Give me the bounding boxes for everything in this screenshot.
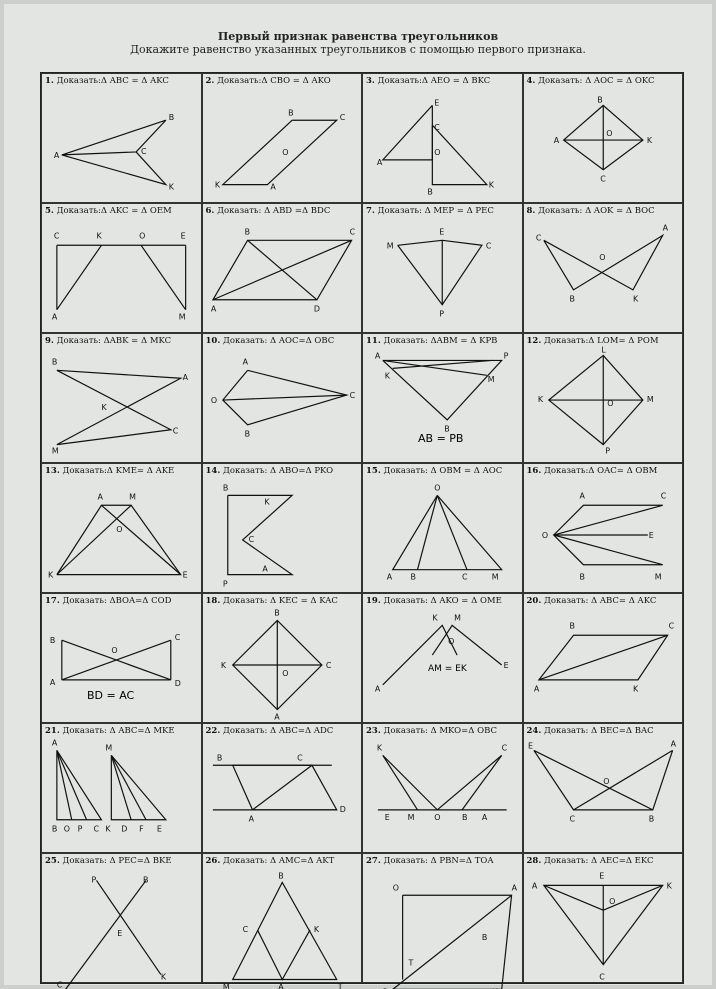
problem-text: Доказать: Δ MEP = Δ PEC bbox=[377, 206, 494, 216]
svg-text:K: K bbox=[101, 402, 107, 412]
svg-text:C: C bbox=[53, 231, 60, 241]
svg-text:C: C bbox=[485, 241, 492, 251]
note-am-ek: AM = EK bbox=[428, 664, 467, 674]
svg-text:K: K bbox=[384, 371, 390, 381]
svg-text:L: L bbox=[600, 345, 606, 355]
svg-text:K: K bbox=[646, 136, 652, 146]
svg-text:A: A bbox=[51, 312, 58, 322]
svg-text:K: K bbox=[537, 395, 543, 405]
svg-text:E: E bbox=[434, 98, 440, 108]
problem-grid bbox=[40, 72, 684, 989]
svg-text:M: M bbox=[454, 613, 461, 623]
svg-text:P: P bbox=[439, 309, 445, 319]
svg-text:D: D bbox=[174, 678, 181, 688]
svg-text:C: C bbox=[56, 980, 63, 989]
svg-text:C: C bbox=[349, 391, 355, 401]
problem-5 bbox=[41, 203, 202, 333]
problem-15 bbox=[362, 463, 523, 593]
problem-text: Доказать: ΔABM = Δ KPB bbox=[383, 336, 498, 346]
problem-text: Доказать: Δ MKO=Δ OBC bbox=[383, 726, 497, 736]
problem-13 bbox=[41, 463, 202, 593]
svg-text:K: K bbox=[47, 570, 54, 580]
problem-number: 25. bbox=[45, 856, 60, 866]
svg-text:B: B bbox=[444, 424, 450, 434]
svg-text:B: B bbox=[287, 108, 294, 118]
svg-text:C: C bbox=[668, 621, 674, 631]
svg-text:K: K bbox=[214, 180, 220, 190]
figure bbox=[524, 868, 683, 982]
svg-text:B: B bbox=[578, 572, 585, 582]
problem-21 bbox=[41, 723, 202, 853]
svg-text:M: M bbox=[129, 492, 137, 502]
problem-text: Доказать: Δ AOC=Δ OBC bbox=[223, 336, 335, 346]
problem-18 bbox=[202, 593, 363, 723]
problem-text: Доказать:Δ LOM= Δ POM bbox=[544, 336, 659, 346]
svg-text:C: C bbox=[349, 227, 355, 237]
svg-text:K: K bbox=[632, 294, 638, 304]
problem-3 bbox=[362, 73, 523, 203]
figure bbox=[203, 478, 362, 592]
svg-text:K: K bbox=[220, 660, 226, 670]
svg-text:O: O bbox=[434, 147, 441, 157]
svg-text:M: M bbox=[654, 572, 662, 582]
problem-number: 28. bbox=[526, 856, 542, 866]
figure bbox=[203, 348, 362, 462]
svg-text:C: C bbox=[599, 174, 606, 184]
svg-text:B: B bbox=[569, 294, 575, 304]
problem-28 bbox=[523, 853, 684, 983]
figure bbox=[42, 478, 201, 592]
problem-17 bbox=[41, 593, 202, 723]
svg-text:O: O bbox=[116, 525, 123, 535]
svg-text:P: P bbox=[91, 875, 97, 885]
svg-text:O: O bbox=[281, 668, 288, 678]
svg-text:A: A bbox=[374, 684, 381, 694]
figure bbox=[524, 608, 683, 722]
svg-text:C: C bbox=[434, 123, 440, 133]
problem-number: 12. bbox=[526, 336, 542, 346]
svg-text:F: F bbox=[139, 824, 144, 834]
problem-number: 3. bbox=[366, 76, 375, 86]
svg-text:B: B bbox=[51, 357, 58, 367]
figure bbox=[42, 868, 201, 989]
svg-text:M: M bbox=[407, 812, 415, 822]
problem-number: 4. bbox=[526, 76, 536, 86]
problem-text: Доказать: Δ KEC = Δ KAC bbox=[223, 596, 338, 606]
figure bbox=[524, 478, 683, 592]
problem-4 bbox=[523, 73, 684, 203]
svg-text:K: K bbox=[105, 824, 111, 834]
svg-text:C: C bbox=[325, 660, 331, 670]
svg-text:B: B bbox=[216, 753, 222, 763]
problem-12 bbox=[523, 333, 684, 463]
svg-text:K: K bbox=[376, 743, 383, 753]
svg-text:C: C bbox=[248, 534, 254, 544]
figure bbox=[203, 868, 362, 989]
svg-text:A: A bbox=[248, 814, 254, 824]
svg-text:P: P bbox=[77, 824, 83, 834]
svg-text:A: A bbox=[269, 182, 276, 192]
problem-number: 23. bbox=[366, 726, 381, 736]
problem-20 bbox=[523, 593, 684, 723]
problem-text: Доказать: Δ PEC=Δ BKE bbox=[62, 856, 172, 866]
svg-text:A: A bbox=[553, 136, 559, 146]
svg-text:C: C bbox=[339, 113, 345, 123]
svg-text:E: E bbox=[156, 824, 162, 834]
problem-text: Доказать: Δ ABC= Δ AKC bbox=[544, 596, 657, 606]
problem-number: 2. bbox=[205, 76, 215, 86]
svg-text:O: O bbox=[111, 646, 118, 656]
svg-text:A: A bbox=[670, 739, 676, 749]
svg-text:O: O bbox=[602, 777, 609, 787]
problem-26 bbox=[202, 853, 363, 989]
figure bbox=[203, 738, 362, 852]
svg-text:O: O bbox=[606, 398, 613, 408]
svg-text:M: M bbox=[178, 312, 186, 322]
problem-text: Доказать: Δ AOK = Δ BOC bbox=[538, 206, 655, 216]
problem-number: 20. bbox=[526, 596, 542, 606]
figure bbox=[203, 88, 362, 202]
svg-text:B: B bbox=[648, 814, 654, 824]
note-bd-ac: BD = AC bbox=[87, 689, 135, 702]
problem-number: 5. bbox=[45, 206, 54, 216]
page-title: Первый признак равенства треугольников bbox=[217, 30, 499, 43]
problem-14 bbox=[202, 463, 363, 593]
problem-text: Доказать: Δ ABC=Δ MKE bbox=[62, 726, 175, 736]
problem-24 bbox=[523, 723, 684, 853]
svg-text:A: A bbox=[662, 223, 668, 233]
figure bbox=[363, 868, 522, 982]
svg-text:C: C bbox=[462, 572, 468, 582]
figure bbox=[363, 478, 522, 592]
problem-text: Доказать: ΔABK = Δ MKC bbox=[56, 336, 172, 346]
problem-number: 18. bbox=[205, 596, 221, 606]
problem-text: Доказать:Δ AKC = Δ OEM bbox=[56, 206, 172, 216]
svg-text:C: C bbox=[501, 743, 508, 753]
problem-7 bbox=[362, 203, 523, 333]
svg-text:E: E bbox=[180, 231, 186, 241]
svg-text:D: D bbox=[121, 824, 128, 834]
figure bbox=[524, 345, 683, 462]
svg-text:A: A bbox=[531, 881, 537, 891]
svg-text:A: A bbox=[273, 712, 280, 722]
svg-text:D: D bbox=[339, 804, 346, 814]
problem-number: 14. bbox=[205, 466, 221, 476]
problem-number: 17. bbox=[45, 596, 60, 606]
svg-text:K: K bbox=[168, 182, 174, 192]
svg-text:M: M bbox=[487, 375, 495, 385]
figure bbox=[42, 608, 201, 722]
problem-number: 9. bbox=[45, 336, 54, 346]
svg-text:M: M bbox=[51, 446, 59, 456]
svg-text:D: D bbox=[313, 304, 320, 314]
problem-16 bbox=[523, 463, 684, 593]
svg-text:A: A bbox=[277, 982, 284, 989]
svg-text:O: O bbox=[281, 147, 288, 157]
svg-text:A: A bbox=[182, 373, 189, 383]
svg-text:A: A bbox=[51, 738, 58, 748]
svg-text:B: B bbox=[596, 95, 603, 105]
problem-23 bbox=[362, 723, 523, 853]
figure bbox=[363, 218, 522, 332]
svg-text:K: K bbox=[263, 497, 270, 507]
figure bbox=[42, 738, 201, 852]
problem-number: 11. bbox=[366, 336, 381, 346]
problem-10 bbox=[202, 333, 363, 463]
svg-text:A: A bbox=[374, 351, 381, 361]
problem-number: 15. bbox=[366, 466, 381, 476]
svg-text:E: E bbox=[117, 928, 123, 938]
problem-1 bbox=[41, 73, 202, 203]
svg-text:P: P bbox=[222, 579, 228, 589]
svg-text:M: M bbox=[105, 743, 113, 753]
svg-text:E: E bbox=[648, 530, 654, 540]
svg-text:B: B bbox=[168, 113, 175, 123]
problem-2 bbox=[202, 73, 363, 203]
svg-text:K: K bbox=[632, 684, 638, 694]
problem-text: Доказать:Δ AEO = Δ BKC bbox=[377, 76, 491, 86]
problem-11 bbox=[362, 333, 523, 463]
problem-19 bbox=[362, 593, 523, 723]
svg-text:B: B bbox=[410, 572, 416, 582]
svg-text:B: B bbox=[51, 824, 58, 834]
problem-number: 27. bbox=[366, 856, 381, 866]
svg-text:K: K bbox=[432, 613, 438, 623]
svg-text:E: E bbox=[598, 871, 604, 881]
svg-text:M: M bbox=[491, 572, 499, 582]
svg-text:C: C bbox=[660, 491, 666, 501]
svg-text:O: O bbox=[392, 883, 399, 893]
svg-text:A: A bbox=[578, 491, 585, 501]
problem-text: Доказать:Δ ABC = Δ AKC bbox=[56, 76, 169, 86]
problem-text: Доказать:Δ KME= Δ AKE bbox=[62, 466, 175, 476]
svg-text:A: A bbox=[49, 677, 56, 687]
problem-text: Доказать: Δ PBN=Δ TOA bbox=[383, 856, 494, 866]
problem-8 bbox=[523, 203, 684, 333]
svg-text:B: B bbox=[427, 187, 433, 197]
problem-number: 24. bbox=[526, 726, 542, 736]
svg-text:B: B bbox=[481, 932, 488, 942]
svg-text:B: B bbox=[49, 636, 56, 646]
svg-text:C: C bbox=[93, 824, 100, 834]
svg-text:A: A bbox=[481, 812, 488, 822]
figure bbox=[524, 738, 683, 852]
svg-text:K: K bbox=[313, 924, 319, 934]
svg-text:E: E bbox=[384, 812, 390, 822]
figure bbox=[203, 218, 362, 332]
problem-text: Доказать: Δ AMC=Δ AKT bbox=[223, 856, 335, 866]
problem-number: 13. bbox=[45, 466, 60, 476]
svg-text:A: A bbox=[533, 684, 539, 694]
svg-text:B: B bbox=[569, 621, 575, 631]
svg-text:O: O bbox=[605, 129, 612, 139]
problem-text: Доказать:Δ OAC= Δ OBM bbox=[544, 466, 658, 476]
svg-text:O: O bbox=[139, 231, 146, 241]
svg-text:A: A bbox=[511, 883, 518, 893]
svg-text:O: O bbox=[210, 396, 217, 406]
svg-text:A: A bbox=[242, 357, 248, 367]
svg-text:C: C bbox=[172, 426, 179, 436]
problem-number: 8. bbox=[526, 206, 536, 216]
svg-text:M: M bbox=[646, 395, 654, 405]
problem-number: 22. bbox=[205, 726, 221, 736]
svg-text:A: A bbox=[261, 564, 268, 574]
note-ab-pb: AB = PB bbox=[418, 432, 464, 445]
problem-25 bbox=[41, 853, 202, 989]
svg-text:C: C bbox=[174, 633, 181, 643]
problem-number: 10. bbox=[205, 336, 221, 346]
svg-text:P: P bbox=[503, 351, 509, 361]
svg-text:K: K bbox=[96, 231, 102, 241]
svg-text:C: C bbox=[569, 814, 575, 824]
svg-text:T: T bbox=[408, 958, 414, 968]
svg-text:C: C bbox=[141, 146, 147, 156]
svg-text:C: C bbox=[296, 753, 303, 763]
problem-number: 26. bbox=[205, 856, 221, 866]
svg-text:A: A bbox=[97, 492, 103, 502]
svg-text:B: B bbox=[244, 227, 250, 237]
problem-6 bbox=[202, 203, 363, 333]
figure bbox=[42, 218, 201, 332]
problem-text: Доказать: Δ ABD =Δ BDC bbox=[217, 206, 331, 216]
svg-text:A: A bbox=[53, 150, 60, 160]
problem-27 bbox=[362, 853, 523, 983]
svg-text:B: B bbox=[244, 429, 250, 439]
svg-text:K: K bbox=[666, 881, 672, 891]
svg-text:B: B bbox=[273, 608, 280, 618]
svg-text:A: A bbox=[210, 304, 216, 314]
problem-text: Доказать:Δ CBO = Δ AKO bbox=[217, 76, 331, 86]
svg-text:O: O bbox=[434, 483, 441, 493]
svg-text:K: K bbox=[488, 180, 494, 190]
svg-text:B: B bbox=[222, 483, 228, 493]
svg-text:M: M bbox=[386, 241, 394, 251]
figure bbox=[524, 88, 683, 202]
figure bbox=[42, 348, 201, 462]
svg-text:E: E bbox=[439, 227, 445, 237]
figure bbox=[42, 88, 201, 202]
svg-text:B: B bbox=[277, 871, 284, 881]
svg-text:B: B bbox=[143, 875, 149, 885]
problem-number: 19. bbox=[366, 596, 381, 606]
svg-text:E: E bbox=[182, 570, 188, 580]
problem-text: Доказать: Δ ABC=Δ ADC bbox=[223, 726, 334, 736]
svg-text:C: C bbox=[598, 972, 605, 982]
svg-text:P: P bbox=[604, 446, 610, 456]
problem-text: Доказать: Δ AOC = Δ OKC bbox=[538, 76, 655, 86]
svg-text:O: O bbox=[608, 897, 615, 907]
svg-text:B: B bbox=[462, 812, 468, 822]
svg-text:A: A bbox=[376, 157, 383, 167]
svg-text:M: M bbox=[222, 982, 230, 989]
svg-text:K: K bbox=[160, 972, 167, 982]
svg-text:E: E bbox=[527, 741, 533, 751]
figure bbox=[363, 738, 522, 852]
svg-text:O: O bbox=[434, 812, 441, 822]
svg-text:E: E bbox=[503, 660, 509, 670]
figure bbox=[363, 88, 522, 202]
problem-22 bbox=[202, 723, 363, 853]
svg-text:O: O bbox=[541, 530, 548, 540]
svg-text:O: O bbox=[448, 637, 455, 647]
problem-text: Доказать: Δ AEC=Δ EKC bbox=[544, 856, 654, 866]
problem-text: Доказать: ΔBOA=Δ COD bbox=[62, 596, 172, 606]
svg-text:C: C bbox=[242, 924, 248, 934]
problem-number: 6. bbox=[205, 206, 215, 216]
problem-9 bbox=[41, 333, 202, 463]
problem-number: 21. bbox=[45, 726, 60, 736]
problem-number: 7. bbox=[366, 206, 375, 216]
svg-text:C: C bbox=[535, 233, 541, 243]
problem-text: Доказать: Δ OBM = Δ AOC bbox=[383, 466, 503, 476]
problem-text: Доказать: Δ ABO=Δ PKO bbox=[223, 466, 334, 476]
svg-text:O: O bbox=[63, 824, 71, 834]
page-subtitle: Докажите равенство указанных треугольников с помощью первого признака. bbox=[130, 43, 586, 56]
problem-number: 1. bbox=[45, 76, 54, 86]
problem-number: 16. bbox=[526, 466, 542, 476]
problem-text: Доказать: Δ AKO = Δ OME bbox=[383, 596, 502, 606]
svg-text:O: O bbox=[598, 253, 606, 263]
svg-text:A: A bbox=[386, 572, 393, 582]
figure bbox=[203, 608, 362, 722]
problem-text: Доказать: Δ BEC=Δ BAC bbox=[544, 726, 654, 736]
svg-text:T: T bbox=[337, 982, 343, 989]
figure bbox=[524, 218, 683, 332]
